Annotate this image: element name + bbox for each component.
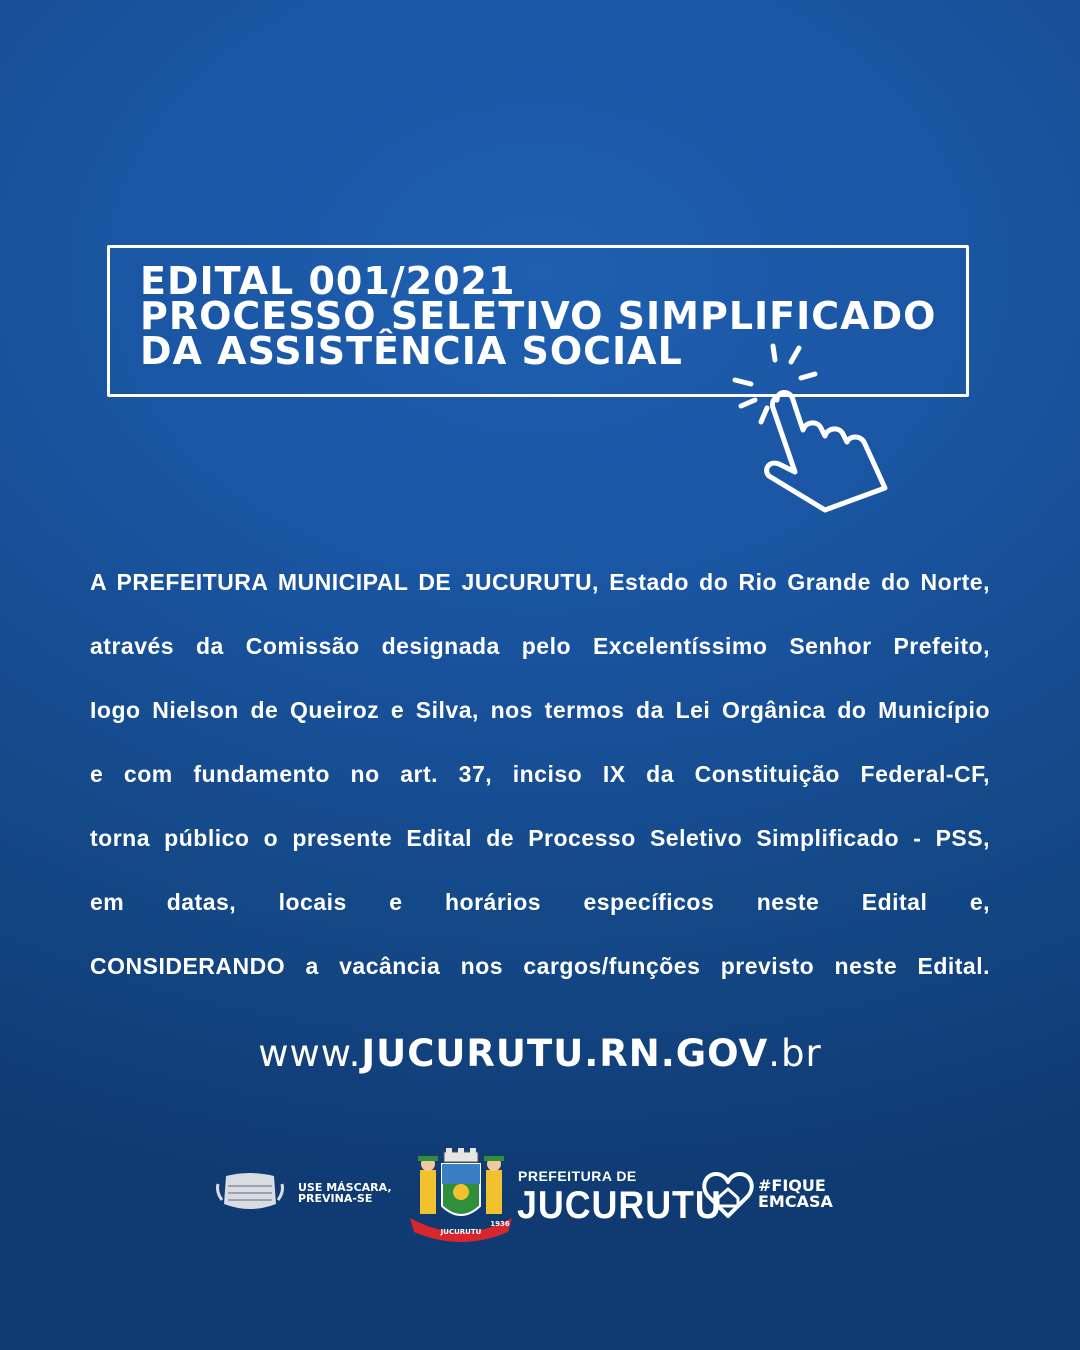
heart-house-icon	[702, 1172, 754, 1218]
mask-line-2: PREVINA-SE	[298, 1192, 373, 1205]
body-line-6: em datas, locais e horários específicos neste Edital e,	[90, 889, 990, 915]
fique-line-1: #FIQUE	[758, 1176, 826, 1195]
title-line-1: EDITAL 001/2021	[140, 259, 516, 303]
prefeitura-label: PREFEITURA DE	[518, 1168, 637, 1184]
pointing-hand-click-icon	[725, 338, 900, 518]
crest-year: 1936	[490, 1220, 510, 1228]
title-line-3: DA ASSISTÊNCIA SOCIAL	[140, 329, 683, 373]
edital-body-text	[90, 550, 990, 998]
body-line-2: através da Comissão designada pelo Excelentíssimo Senhor Prefeito,	[90, 633, 990, 659]
mask-slogan	[298, 1182, 392, 1204]
jucurutu-crest-icon	[408, 1148, 514, 1244]
body-line-7: CONSIDERANDO a vacância nos cargos/funções previsto neste Edital.	[90, 953, 990, 979]
website-link[interactable]	[0, 1032, 1080, 1075]
face-mask-icon	[214, 1170, 286, 1214]
website-domain: JUCURUTU.RN.GOV	[361, 1032, 769, 1075]
fique-line-2: EMCASA	[758, 1192, 833, 1211]
fique-em-casa-slogan	[758, 1178, 833, 1210]
body-line-1: A PREFEITURA MUNICIPAL DE JUCURUTU, Estado do Rio Grande do Norte,	[90, 569, 990, 595]
title-line-2: PROCESSO SELETIVO SIMPLIFICADO	[140, 294, 937, 338]
prefeitura-name: JUCURUTU	[517, 1184, 722, 1227]
footer	[0, 1140, 1080, 1250]
body-line-4: e com fundamento no art. 37, inciso IX da Constituição Federal-CF,	[90, 761, 990, 787]
body-line-3: Iogo Nielson de Queiroz e Silva, nos termos da Lei Orgânica do Município	[90, 697, 990, 723]
crest-ribbon: JUCURUTU	[440, 1228, 482, 1236]
website-prefix: www.	[258, 1032, 362, 1075]
mask-line-1: USE MÁSCARA,	[298, 1181, 392, 1194]
website-suffix: .br	[768, 1032, 822, 1075]
body-line-5: torna público o presente Edital de Processo Seletivo Simplificado - PSS,	[90, 825, 990, 851]
